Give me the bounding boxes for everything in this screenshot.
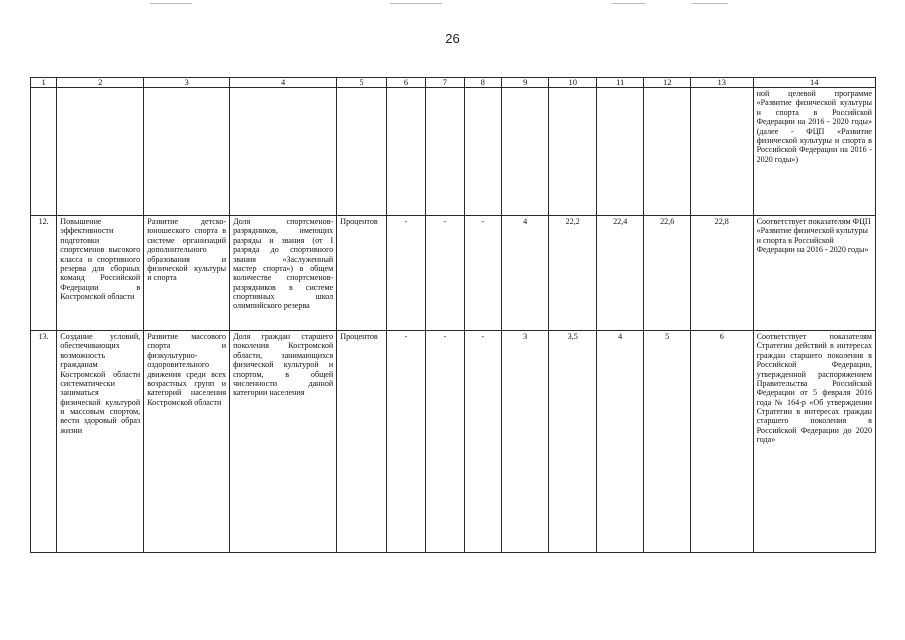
table-cell [426, 88, 464, 216]
column-number: 11 [596, 78, 644, 88]
row-number: 12. [31, 216, 57, 331]
indicators-table [30, 77, 876, 553]
row-number: 13. [31, 331, 57, 553]
table-cell [690, 88, 753, 216]
value-cell: 22,8 [690, 216, 753, 331]
edge-mark [150, 3, 192, 4]
page-number: 26 [445, 31, 460, 46]
value-cell: 4 [501, 216, 549, 331]
table-cell [230, 88, 337, 216]
table-row [31, 331, 876, 553]
top-edge-marks [0, 3, 905, 7]
value-cell: - [464, 216, 501, 331]
column-number: 13 [690, 78, 753, 88]
goal-cell: Повышение эффективности подготовки спортсменов высокого класса и спортивного резерва для сборных команд Российской Федерации в Костромской области [57, 216, 144, 331]
note-cell: Соответствует показателям ФЦП «Развитие физической культуры и спорта в Российской Федерации на 2016 - 2020 годы» [753, 216, 875, 331]
value-cell: 5 [644, 331, 690, 553]
unit-cell: Процентов [337, 331, 387, 553]
column-number: 12 [644, 78, 690, 88]
table-cell [596, 88, 644, 216]
value-cell: - [464, 331, 501, 553]
column-number: 14 [753, 78, 875, 88]
edge-mark [390, 3, 442, 4]
value-cell: - [426, 216, 464, 331]
table-cell [501, 88, 549, 216]
direction-cell: Развитие детско-юношеского спорта в системе организаций дополнительного образования и физической культуры и спорта [144, 216, 230, 331]
value-cell: - [386, 331, 425, 553]
indicator-cell: Доля граждан старшего поколения Костромской области, занимающихся физической культурой и спортом, в общей численности данной категории населения [230, 331, 337, 553]
value-cell: 22,6 [644, 216, 690, 331]
value-cell: 22,2 [549, 216, 597, 331]
table-row-continuation [31, 88, 876, 216]
value-cell: 3,5 [549, 331, 597, 553]
edge-mark [612, 3, 646, 4]
column-number: 2 [57, 78, 144, 88]
table-cell [337, 88, 387, 216]
direction-cell: Развитие массового спорта и физкультурно-оздоровительного движения среди всех возрастных групп и категорий населения Костромской области [144, 331, 230, 553]
column-number: 7 [426, 78, 464, 88]
table-cell [386, 88, 425, 216]
value-cell: - [426, 331, 464, 553]
table-cell [644, 88, 690, 216]
goal-cell: Создание условий, обеспечивающих возможность гражданам Костромской области систематически заниматься физической культурой и массовым спортом, вести здоровый образ жизни [57, 331, 144, 553]
table-cell [549, 88, 597, 216]
value-cell: 4 [596, 331, 644, 553]
continuation-note: ной целевой программе «Развитие физической культуры и спорта в Российской Федерации на 2016 - 2020 годы» (далее - ФЦП «Развитие физической культуры и спорта в Российской Федерации на 2016 - 2020 годы») [753, 88, 875, 216]
table-row [31, 216, 876, 331]
column-number: 6 [386, 78, 425, 88]
column-number: 10 [549, 78, 597, 88]
column-number: 5 [337, 78, 387, 88]
column-number: 1 [31, 78, 57, 88]
table-cell [57, 88, 144, 216]
column-number: 3 [144, 78, 230, 88]
edge-mark [692, 3, 728, 4]
table-cell [144, 88, 230, 216]
value-cell: 6 [690, 331, 753, 553]
value-cell: 3 [501, 331, 549, 553]
column-number: 8 [464, 78, 501, 88]
note-cell: Соответствует показателям Стратегии действий в интересах граждан старшего поколения в Российской Федерации, утвержденной распоряжением Правительства Российской Федерации от 5 февраля 2016 года № 164-р «Об утверждении Стратегии в интересах граждан старшего поколения в Российской Федерации до 2020 года» [753, 331, 875, 553]
unit-cell: Процентов [337, 216, 387, 331]
value-cell: 22,4 [596, 216, 644, 331]
column-number: 4 [230, 78, 337, 88]
indicator-cell: Доля спортсменов-разрядников, имеющих разряды и звания (от I разряда до спортивного звания «Заслуженный мастер спорта») в общем количестве спортсменов-разрядников в системе спортивных школ олимпийского резерва [230, 216, 337, 331]
value-cell: - [386, 216, 425, 331]
column-number: 9 [501, 78, 549, 88]
table-cell [31, 88, 57, 216]
table-cell [464, 88, 501, 216]
column-number-row [31, 78, 876, 88]
